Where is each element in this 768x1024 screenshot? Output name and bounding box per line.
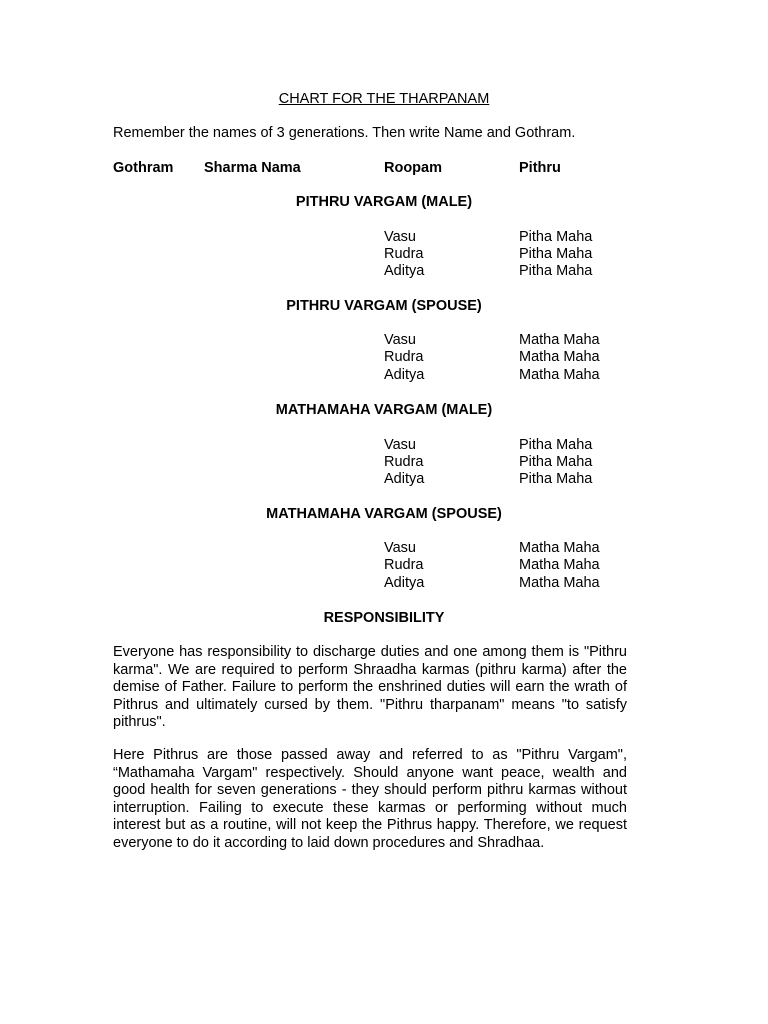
responsibility-paragraph-2: Here Pithrus are those passed away and referred to as "Pithru Vargam", “Mathamaha Vargam" respectively. Should anyone want peace, wealth and good health for seven generations - they should perform pithru karmas without interruption. Failing to execute these karmas or performing without much interest but as a routine, will not keep the Pithrus happy. Therefore, we request everyone to do it according to laid down procedures and Shradhaa.	[113, 747, 627, 851]
pithru-cell: Pitha Maha	[519, 246, 593, 262]
header-roopam: Roopam	[384, 160, 442, 176]
pithru-cell: Matha Maha	[519, 332, 600, 348]
roopam-cell: Aditya	[384, 367, 425, 383]
roopam-cell: Aditya	[384, 575, 425, 591]
header-sharma-nama: Sharma Nama	[204, 160, 301, 176]
header-pithru: Pithru	[519, 160, 561, 176]
roopam-cell: Rudra	[384, 454, 424, 470]
roopam-cell: Vasu	[384, 229, 416, 245]
roopam-cell: Rudra	[384, 246, 424, 262]
pithru-cell: Matha Maha	[519, 367, 600, 383]
responsibility-paragraph-1: Everyone has responsibility to discharge duties and one among them is "Pithru karma". We are required to perform Shraadha karmas (pithru karma) after the demise of Father. Failure to perform the enshrined duties will earn the wrath of Pithrus and ultimately cursed by them. "Pithru tharpanam" means "to satisfy pithrus".	[113, 644, 627, 730]
pithru-cell: Pitha Maha	[519, 437, 593, 453]
pithru-cell: Pitha Maha	[519, 454, 593, 470]
pithru-cell: Pitha Maha	[519, 471, 593, 487]
roopam-cell: Vasu	[384, 540, 416, 556]
pithru-cell: Matha Maha	[519, 349, 600, 365]
roopam-cell: Rudra	[384, 557, 424, 573]
responsibility-heading: RESPONSIBILITY	[323, 610, 445, 626]
page-title-text: CHART FOR THE THARPANAM	[278, 91, 490, 107]
intro-text: Remember the names of 3 generations. Then write Name and Gothram.	[113, 125, 576, 141]
pithru-cell: Matha Maha	[519, 575, 600, 591]
roopam-cell: Vasu	[384, 437, 416, 453]
pithru-cell: Matha Maha	[519, 557, 600, 573]
section-title: MATHAMAHA VARGAM (MALE)	[275, 402, 493, 418]
roopam-cell: Rudra	[384, 349, 424, 365]
header-gothram: Gothram	[113, 160, 174, 176]
pithru-cell: Matha Maha	[519, 540, 600, 556]
roopam-cell: Vasu	[384, 332, 416, 348]
roopam-cell: Aditya	[384, 471, 425, 487]
page-title	[0, 91, 768, 107]
roopam-cell: Aditya	[384, 263, 425, 279]
section-title: MATHAMAHA VARGAM (SPOUSE)	[266, 506, 502, 522]
section-title: PITHRU VARGAM (MALE)	[295, 194, 473, 210]
pithru-cell: Pitha Maha	[519, 229, 593, 245]
section-title: PITHRU VARGAM (SPOUSE)	[286, 298, 482, 314]
pithru-cell: Pitha Maha	[519, 263, 593, 279]
